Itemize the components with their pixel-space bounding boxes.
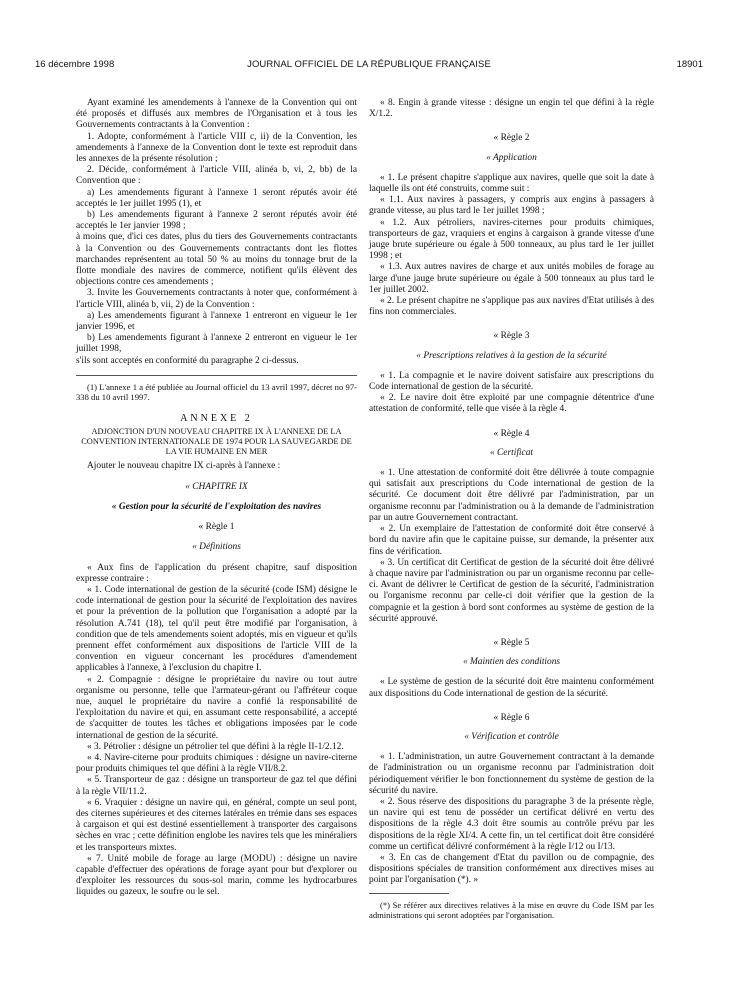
paragraph: « Aux fins de l'application du présent chapitre, sauf disposition expresse contraire :	[76, 562, 357, 584]
paragraph: « 1. Une attestation de conformité doit être délivrée à toute compagnie qui satisfait aux prescriptions du Code international de gestion de la sécurité. Ce document doit être délivré par l'administration, par un organisme reconnu par l'administration ou à la demande de l'administration par un autre Gouvernement contractant.	[369, 468, 654, 523]
footnote-divider	[369, 893, 449, 894]
chapter-heading: « CHAPITRE IX	[185, 481, 248, 492]
paragraph: 2. Décide, conformément à l'article VIII, alinéa b, vi, 2, bb) de la Convention que :	[76, 165, 357, 187]
paragraph: a) Les amendements figurant à l'annexe 1 seront réputés avoir été acceptés le 1er juillet 1995 (1), et	[76, 187, 357, 209]
paragraph: « 1.3. Aux autres navires de charge et aux unités mobiles de forage au large d'une jauge brute supérieure ou égale à 500 tonneaux au plus tard le 1er juillet 2002.	[369, 262, 654, 295]
header-page-number: 18901	[676, 59, 703, 70]
paragraph: 3. Invite les Gouvernements contractants à noter que, conformément à l'article VIII, alinéa b, vii, 2) de la Convention :	[76, 288, 357, 310]
paragraph: Ayant examiné les amendements à l'annexe de la Convention qui ont été proposés et diffusés aux membres de l'Organisation et à tous les Gouvernements contractants à la Convention :	[76, 98, 357, 131]
paragraph: a) Les amendements figurant à l'annexe 1 entreront en vigueur le 1er janvier 1996, et	[76, 310, 357, 333]
annex-heading: ADJONCTION D'UN NOUVEAU CHAPITRE IX À L'ANNEXE DE LA CONVENTION INTERNATIONALE DE 1974 POUR LA SAUVEGARDE DE LA VIE HUMAINE EN MER	[81, 427, 352, 457]
paragraph: « 5. Transporteur de gaz : désigne un transporteur de gaz tel que défini à la règle VII/11.2.	[76, 775, 357, 797]
paragraph: Ajouter le nouveau chapitre IX ci-après à l'annexe :	[87, 461, 281, 472]
paragraph: « 1. La compagnie et le navire doivent satisfaire aux prescriptions du Code international de gestion de la sécurité.	[369, 370, 654, 393]
footnote: (1) L'annexe 1 a été publiée au Journal officiel du 13 avril 1997, décret no 97-338 du 10 avril 1997.	[76, 381, 357, 403]
rule-heading: « Règle 2	[493, 133, 530, 144]
paragraph: « 1. Le présent chapitre s'applique aux navires, quelle que soit la date à laquelle ils ont été construits, comme suit :	[369, 172, 654, 195]
footnote: (*) Se référer aux directives relatives à la mise en œuvre du Code ISM par les administrations qui seront adoptées par l'organisation.	[369, 899, 654, 920]
rule-heading: « Règle 1	[198, 522, 235, 533]
rule-title: « Application	[486, 152, 537, 163]
rule-title: « Définitions	[192, 542, 241, 553]
chapter-title: « Gestion pour la sécurité de l'exploitation des navires	[111, 501, 322, 512]
paragraph: « 1.1. Aux navires à passagers, y compris aux engins à passagers à grande vitesse, au plus tard le 1er juillet 1998 ;	[369, 195, 654, 217]
annex-title: ANNEXE 2	[180, 413, 253, 425]
page-header	[35, 59, 703, 75]
paragraph: « 3. Un certificat dit Certificat de gestion de la sécurité doit être délivré à chaque navire par l'administration ou par un organisme reconnu par celle-ci. Avant de délivrer le Certificat de gestion de la sécurité, l'administration ou l'organisme reconnu par celle-ci doit vérifier que la gestion de la compagnie et la gestion à bord sont conformes au système de gestion de la sécurité approuvé.	[369, 557, 654, 624]
paragraph: « 1.2. Aux pétroliers, navires-citernes pour produits chimiques, transporteurs de gaz, vraquiers et engins à cargaison à grande vitesse d'une jauge brute supérieure ou égale à 500 tonneaux, au plus tard le 1er juillet 1998 ; et	[369, 217, 654, 262]
paragraph: b) Les amendements figurant à l'annexe 2 entreront en vigueur le 1er juillet 1998,	[76, 333, 357, 355]
paragraph: « Le système de gestion de la sécurité doit être maintenu conformément aux dispositions du Code international de gestion de la sécurité.	[369, 677, 654, 699]
paragraph: « 3. En cas de changement d'Etat du pavillon ou de compagnie, des dispositions spéciales de transition conformément aux directives mises au point par l'organisation (*). »	[369, 852, 654, 886]
header-journal-title: JOURNAL OFFICIEL DE LA RÉPUBLIQUE FRANÇAISE	[247, 59, 491, 70]
paragraph: « 8. Engin à grande vitesse : désigne un engin tel que défini à la règle X/1.2.	[369, 98, 654, 120]
paragraph: « 1. L'administration, un autre Gouvernement contractant à la demande de l'administration ou un organisme reconnu par l'administration doit périodiquement vérifier le bon fonctionnement du système de gestion de la sécurité du navire.	[369, 752, 654, 796]
rule-heading: « Règle 4	[493, 428, 530, 439]
left-column	[76, 98, 357, 899]
paragraph: « 2. Le navire doit être exploité par une compagnie détentrice d'une attestation de conformité, telle que visée à la règle 4.	[369, 393, 654, 415]
paragraph: « 4. Navire-citerne pour produits chimiques : désigne un navire-citerne pour produits chimiques tel que défini à la règle VII/8.2.	[76, 752, 357, 775]
header-date: 16 décembre 1998	[35, 59, 115, 70]
rule-heading: « Règle 3	[493, 331, 530, 342]
paragraph: « 7. Unité mobile de forage au large (MODU) : désigne un navire capable d'effectuer des opérations de forage ayant pour but d'explorer ou d'exploiter les ressources du sous-sol marin, comme les hydrocarbures liquides ou gazeux, le soufre ou le sel.	[76, 853, 357, 898]
paragraph: b) Les amendements figurant à l'annexe 2 seront réputés avoir été acceptés le 1er janvier 1998 ;	[76, 210, 357, 232]
paragraph: « 6. Vraquier : désigne un navire qui, en général, compte un seul pont, des citernes supérieures et des citernes latérales en trémie dans ses espaces à cargaison et qui est destiné essentiellement à transporter des cargaisons sèches en vrac ; cette définition englobe les navires tels que les minéraliers et les transporteurs mixtes.	[76, 797, 357, 853]
paragraph: 1. Adopte, conformément à l'article VIII c, ii) de la Convention, les amendements à l'annexe de la Convention dont le texte est reproduit dans les annexes de la présente résolution ;	[76, 131, 357, 165]
paragraph: « 2. Un exemplaire de l'attestation de conformité doit être conservé à bord du navire afin que le capitaine puisse, sur demande, la présenter aux fins de vérification.	[369, 524, 654, 557]
paragraph: « 1. Code international de gestion de la sécurité (code ISM) désigne le code international de gestion pour la sécurité de l'exploitation des navires et pour la prévention de la pollution que l'organisation a adopté par la résolution A.741 (18), tel qu'il peut être modifié par l'organisation, à condition que de tels amendements soient adoptés, mis en vigueur et qu'ils prennent effet conformément aux dispositions de l'article VIII de la convention en vigueur concernant les procédures d'amendement applicables à l'annexe, à l'exclusion du chapitre I.	[76, 584, 357, 674]
right-column	[369, 98, 654, 920]
rule-heading: « Règle 6	[493, 712, 530, 723]
rule-title: « Certificat	[490, 447, 533, 458]
paragraph: à moins que, d'ici ces dates, plus du tiers des Gouvernements contractants à la Convention ou des Gouvernements contractants dont les flottes marchandes représentent au total 50 % au moins du tonnage brut de la flotte mondiale des navires de commerce, notifient qu'ils élèvent des objections contre ces amendements ;	[76, 232, 357, 288]
paragraph: s'ils sont acceptés en conformité du paragraphe 2 ci-dessus.	[76, 355, 299, 366]
rule-title: « Vérification et contrôle	[464, 731, 559, 742]
footnote-divider	[76, 375, 357, 376]
paragraph: « 2. Le présent chapitre ne s'applique pas aux navires d'Etat utilisés à des fins non commerciales.	[369, 296, 654, 318]
paragraph: « 2. Sous réserve des dispositions du paragraphe 3 de la présente règle, un navire qui est tenu de posséder un certificat délivré en vertu des dispositions de la règle 4.3 doit être soumis au contrôle prévu par les dispositions de la règle XI/4. A cette fin, un tel certificat doit être considéré comme un certificat délivré conformément à la règle I/12 ou I/13.	[369, 796, 654, 852]
rule-heading: « Règle 5	[493, 637, 530, 648]
rule-title: « Prescriptions relatives à la gestion de la sécurité	[416, 350, 607, 361]
paragraph: « 3. Pétrolier : désigne un pétrolier tel que défini à la règle II-1/2.12.	[87, 741, 344, 752]
rule-title: « Maintien des conditions	[462, 657, 561, 668]
paragraph: « 2. Compagnie : désigne le propriétaire du navire ou tout autre organisme ou personne, telle que l'armateur-gérant ou l'affréteur coque nue, auquel le propriétaire du navire a confié la responsabilité de l'exploitation du navire et qui, en assumant cette responsabilité, a accepté de s'acquitter de toutes les tâches et obligations imposées par le code international de gestion de la sécurité.	[76, 674, 357, 741]
